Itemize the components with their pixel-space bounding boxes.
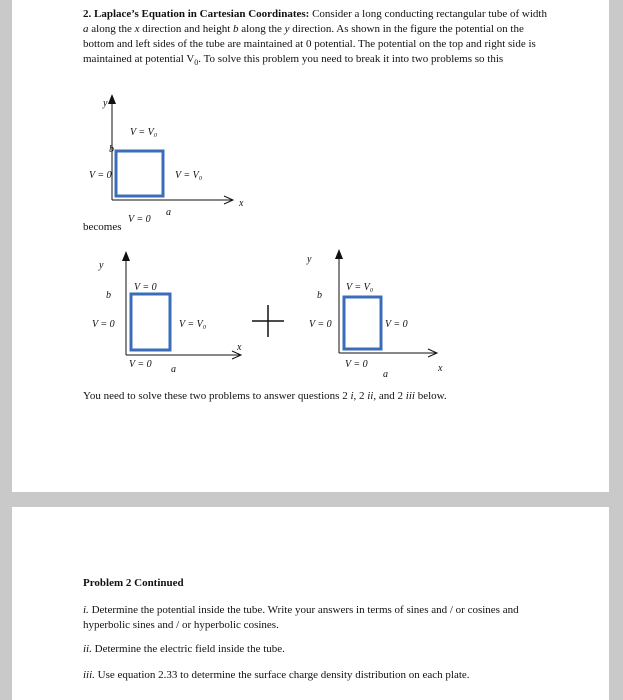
var-b: b <box>233 23 239 35</box>
question-i <box>83 603 553 633</box>
y-arrow-sub1 <box>122 251 130 261</box>
intro-text-1: Consider a long conducting rectangular tube of width <box>309 8 547 20</box>
label-top-sub2: V = V₀ <box>346 282 374 293</box>
tube-box-sub1 <box>131 294 170 350</box>
label-bottom-sub2: V = 0 <box>345 359 368 370</box>
question-iii-number: iii. <box>83 669 95 681</box>
label-bottom-main: V = 0 <box>128 214 151 225</box>
label-top-sub1: V = 0 <box>134 282 157 293</box>
figure-sub2 <box>306 249 443 380</box>
figures-svg <box>12 0 609 492</box>
instruction-iii: iii <box>405 390 415 402</box>
question-i-number: i. <box>83 604 89 616</box>
tube-box-sub2 <box>344 297 381 349</box>
question-ii-number: ii. <box>83 643 92 655</box>
problem-number: 2. <box>83 8 92 20</box>
instruction-part-3: , and 2 <box>373 390 406 402</box>
problem-title: Laplace’s Equation in Cartesian Coordinates: <box>94 8 310 20</box>
figure-sub1 <box>92 251 242 375</box>
label-x-main: x <box>239 198 244 209</box>
label-a-sub2: a <box>383 369 388 380</box>
label-y-sub1: y <box>99 260 104 271</box>
label-left-sub1: V = 0 <box>92 319 115 330</box>
label-b-main: b <box>109 144 114 155</box>
label-right-sub1: V = V₀ <box>179 319 207 330</box>
label-x-sub1: x <box>237 342 242 353</box>
becomes-label: becomes <box>83 221 122 233</box>
var-y: y <box>284 23 290 35</box>
intro-text-2: along the <box>88 23 135 35</box>
document-page-2 <box>12 507 609 700</box>
instruction-part-1: You need to solve these two problems to answer questions 2 <box>83 390 351 402</box>
intro-text-4: along the <box>238 23 285 35</box>
label-right-sub2: V = 0 <box>385 319 408 330</box>
label-right-main: V = V₀ <box>175 170 203 181</box>
instruction-part-4: below. <box>414 390 447 402</box>
var-a: a <box>83 23 89 35</box>
label-y-main: y <box>103 98 108 109</box>
question-iii-text: Use equation 2.33 to determine the surface charge density distribution on each plate. <box>94 669 470 681</box>
instruction-i: i <box>350 390 354 402</box>
intro-text-3: direction and height <box>139 23 234 35</box>
instruction-text <box>83 389 553 404</box>
question-ii <box>83 642 553 657</box>
intro-text-6: . To solve this problem you need to break it into two problems so this <box>198 53 504 65</box>
var-x: x <box>134 23 140 35</box>
label-a-main: a <box>166 207 171 218</box>
label-b-sub2: b <box>317 290 322 301</box>
figure-main <box>89 94 244 225</box>
tube-box-main <box>116 151 163 196</box>
continued-heading: Problem 2 Continued <box>83 577 184 589</box>
document-page-1 <box>12 0 609 492</box>
label-left-sub2: V = 0 <box>309 319 332 330</box>
question-iii <box>83 668 553 683</box>
label-bottom-sub1: V = 0 <box>129 359 152 370</box>
label-top-main: V = V₀ <box>130 127 158 138</box>
label-y-sub2: y <box>307 254 312 265</box>
label-left-main: V = 0 <box>89 170 112 181</box>
question-ii-text: Determine the electric field inside the tube. <box>91 643 285 655</box>
label-b-sub1: b <box>106 290 111 301</box>
label-x-sub2: x <box>438 363 443 374</box>
subscript-0: 0 <box>194 58 199 68</box>
question-i-text: Determine the potential inside the tube. Write your answers in terms of sines and / or cosines and hyperbolic sines and / or hyperbolic cosines. <box>83 604 519 631</box>
label-a-sub1: a <box>171 364 176 375</box>
intro-text-5: direction. As shown in the figure the potential on the bottom and left sides of the tube are maintained at 0 potential. The potential on the top and right side is maintained at potential V <box>83 23 536 65</box>
y-arrow-main <box>108 94 116 104</box>
instruction-part-2: , 2 <box>353 390 368 402</box>
y-arrow-sub2 <box>335 249 343 259</box>
instruction-ii: ii <box>367 390 374 402</box>
plus-sign <box>252 305 284 337</box>
